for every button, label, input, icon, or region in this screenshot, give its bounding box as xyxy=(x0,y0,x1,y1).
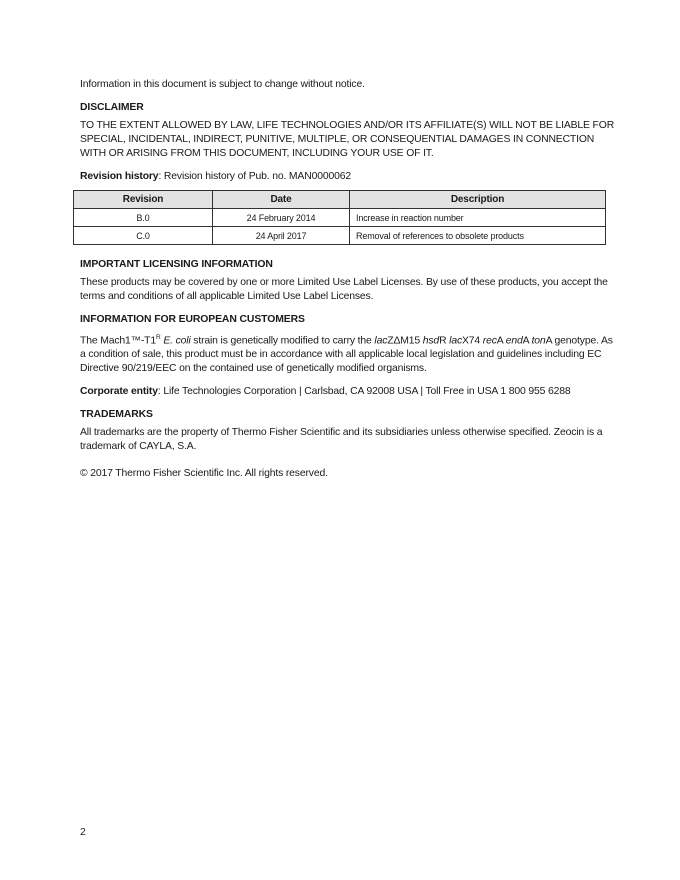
revision-cell: C.0 xyxy=(74,227,213,245)
document-page xyxy=(80,78,615,481)
gene-hsd-suffix: R xyxy=(439,335,450,347)
trademarks-section xyxy=(80,408,615,454)
gene-lacx: lac xyxy=(449,335,462,347)
gene-hsd: hsd xyxy=(422,335,440,347)
corporate-entity-text: : Life Technologies Corporation | Carlsbad, CA 92008 USA | Toll Free in USA 1 800 955 6288 xyxy=(157,386,571,398)
disclaimer-section xyxy=(80,101,615,161)
date-cell: 24 February 2014 xyxy=(213,209,350,227)
page-number: 2 xyxy=(80,827,86,838)
corporate-entity-label: Corporate entity xyxy=(80,386,158,398)
column-header-description: Description xyxy=(350,191,606,209)
strain-superscript: R xyxy=(156,334,161,341)
strain-name: The Mach1™-T1 xyxy=(80,335,157,347)
revision-table-header xyxy=(74,191,606,209)
revision-cell: B.0 xyxy=(74,209,213,227)
european-section xyxy=(80,313,615,376)
gene-end: end xyxy=(505,335,523,347)
european-body xyxy=(80,331,615,376)
european-heading: INFORMATION FOR EUROPEAN CUSTOMERS xyxy=(80,314,305,325)
date-cell: 24 April 2017 xyxy=(213,227,350,245)
species-name: E. coli xyxy=(163,335,191,347)
european-text-1: strain is genetically modified to carry the xyxy=(190,335,375,347)
european-text-2: genotype. As a condition of sale, this product must be in accordance with all applicable local legislation and guidelines including EC Directive 90/219/EEC on the contained use of genetically modified organisms. xyxy=(80,335,613,375)
gene-lacz-suffix: ZΔM15 xyxy=(387,335,423,347)
gene-ton-suffix: A xyxy=(545,335,552,347)
trademarks-body: All trademarks are the property of Thermo Fisher Scientific and its subsidiaries unless otherwise specified. Zeocin is a trademark of CAYLA, S.A. xyxy=(80,427,603,453)
table-row xyxy=(74,209,606,227)
gene-lacz: lac xyxy=(374,335,388,347)
gene-rec-suffix: A xyxy=(496,335,506,347)
revision-history-line xyxy=(80,170,615,184)
revision-history-text: : Revision history of Pub. no. MAN0000062 xyxy=(158,171,351,182)
corporate-entity-line xyxy=(80,385,615,399)
licensing-body: These products may be covered by one or more Limited Use Label Licenses. By use of these products, you accept the terms and conditions of all applicable Limited Use Label Licenses. xyxy=(80,277,608,302)
revision-history-label: Revision history xyxy=(80,171,159,182)
gene-lacx-suffix: X74 xyxy=(462,335,483,347)
licensing-heading: IMPORTANT LICENSING INFORMATION xyxy=(80,259,273,270)
intro-notice: Information in this document is subject to change without notice. xyxy=(80,79,365,90)
column-header-revision: Revision xyxy=(74,191,213,209)
column-header-date: Date xyxy=(213,191,350,209)
description-cell: Removal of references to obsolete products xyxy=(350,227,606,245)
table-row xyxy=(74,227,606,245)
gene-rec: rec xyxy=(482,335,497,347)
copyright-notice: © 2017 Thermo Fisher Scientific Inc. All rights reserved. xyxy=(80,468,328,480)
gene-end-suffix: A xyxy=(522,335,532,347)
disclaimer-heading: DISCLAIMER xyxy=(80,102,144,113)
gene-ton: ton xyxy=(531,335,546,347)
licensing-section xyxy=(80,258,615,304)
revision-table xyxy=(73,190,606,245)
disclaimer-body: TO THE EXTENT ALLOWED BY LAW, LIFE TECHNOLOGIES AND/OR ITS AFFILIATE(S) WILL NOT BE LIABLE FOR SPECIAL, INCIDENTAL, INDIRECT, PUNITIVE, MULTIPLE, OR CONSEQUENTIAL DAMAGES IN CONNECTION WITH OR ARISING FROM THIS DOCUMENT, INCLUDING YOUR USE OF IT. xyxy=(80,120,615,159)
trademarks-heading: TRADEMARKS xyxy=(80,409,153,421)
description-cell: Increase in reaction number xyxy=(350,209,606,227)
